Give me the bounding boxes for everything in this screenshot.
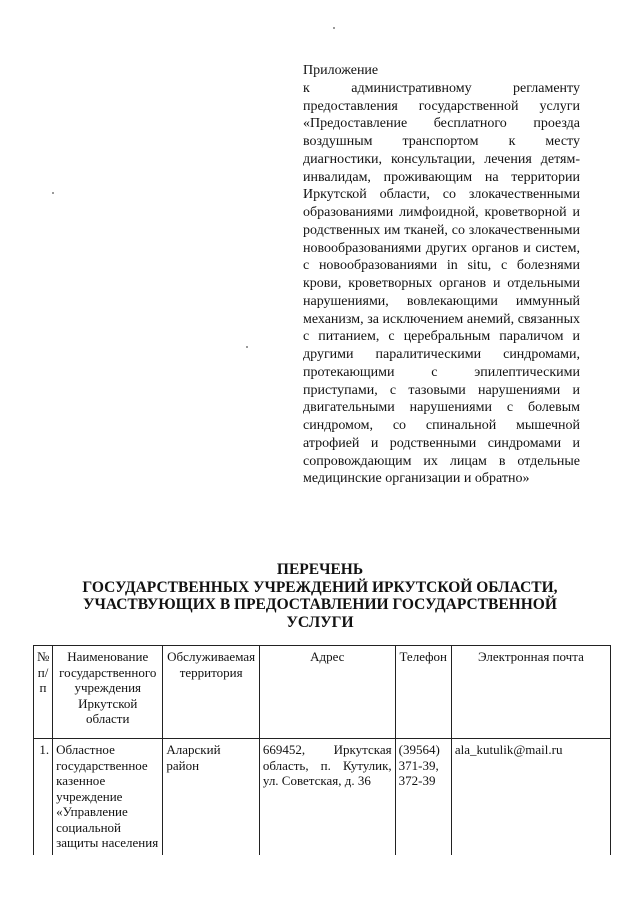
appendix-heading: Приложение [303,63,379,78]
title-line-4: УСЛУГИ [286,613,354,631]
cell-phone: (39564) 371-39, 372-39 [395,739,451,855]
cell-email: ala_kutulik@mail.ru [451,739,610,855]
scan-speck [246,346,248,348]
appendix-block [303,62,580,488]
cell-name: Областное государственное казенное учреждение «Управление социальной защиты населения [53,739,163,855]
title-line-1: ПЕРЕЧЕНЬ [276,561,364,578]
cell-num: 1. [34,739,53,855]
cell-territory: Аларский район [163,739,260,855]
header-num: № п/п [34,646,53,739]
document-title [60,561,580,631]
scan-speck [333,27,335,29]
header-name: Наименование государственного учреждения Иркутской области [53,646,163,739]
header-address: Адрес [259,646,395,739]
title-line-3: УЧАСТВУЮЩИХ В ПРЕДОСТАВЛЕНИИ ГОСУДАРСТВЕННОЙ [83,596,557,613]
appendix-text: к административному регламенту предоставления государственной услуги «Предоставление бесплатного проезда воздушным транспортом к месту диагностики, консультации, лечения детям-инвалидам, проживающим на территории Иркутской области, со злокачественными образованиями лимфоидной, кроветворной и родственных им тканей, со злокачественными новообразованиями других органов и систем, с новообразованиями in situ, с болезнями крови, кроветворных органов и отдельными нарушениями, вовлекающими иммунный механизм, за исключением анемий, связанных с питанием, с церебральным параличом и другими паралитическими синдромами, протекающими с эпилептическими приступами, с тазовыми нарушениями и двигательными нарушениями с болевым синдромом, со спинальной мышечной атрофией и родственными синдромами и сопровождающим их лицам в отдельные медицинские организации и обратно» [303,80,580,487]
title-line-2: ГОСУДАРСТВЕННЫХ УЧРЕЖДЕНИЙ ИРКУТСКОЙ ОБЛАСТИ, [82,578,558,596]
table-header-row [34,646,611,739]
header-email: Электронная почта [451,646,610,739]
header-phone: Телефон [395,646,451,739]
cell-address: 669452, Иркутская область, п. Кутулик, ул. Советская, д. 36 [259,739,395,855]
institutions-table [33,645,611,855]
header-territory: Обслуживаемая территория [163,646,260,739]
scan-speck [52,192,54,194]
table-row [34,739,611,855]
